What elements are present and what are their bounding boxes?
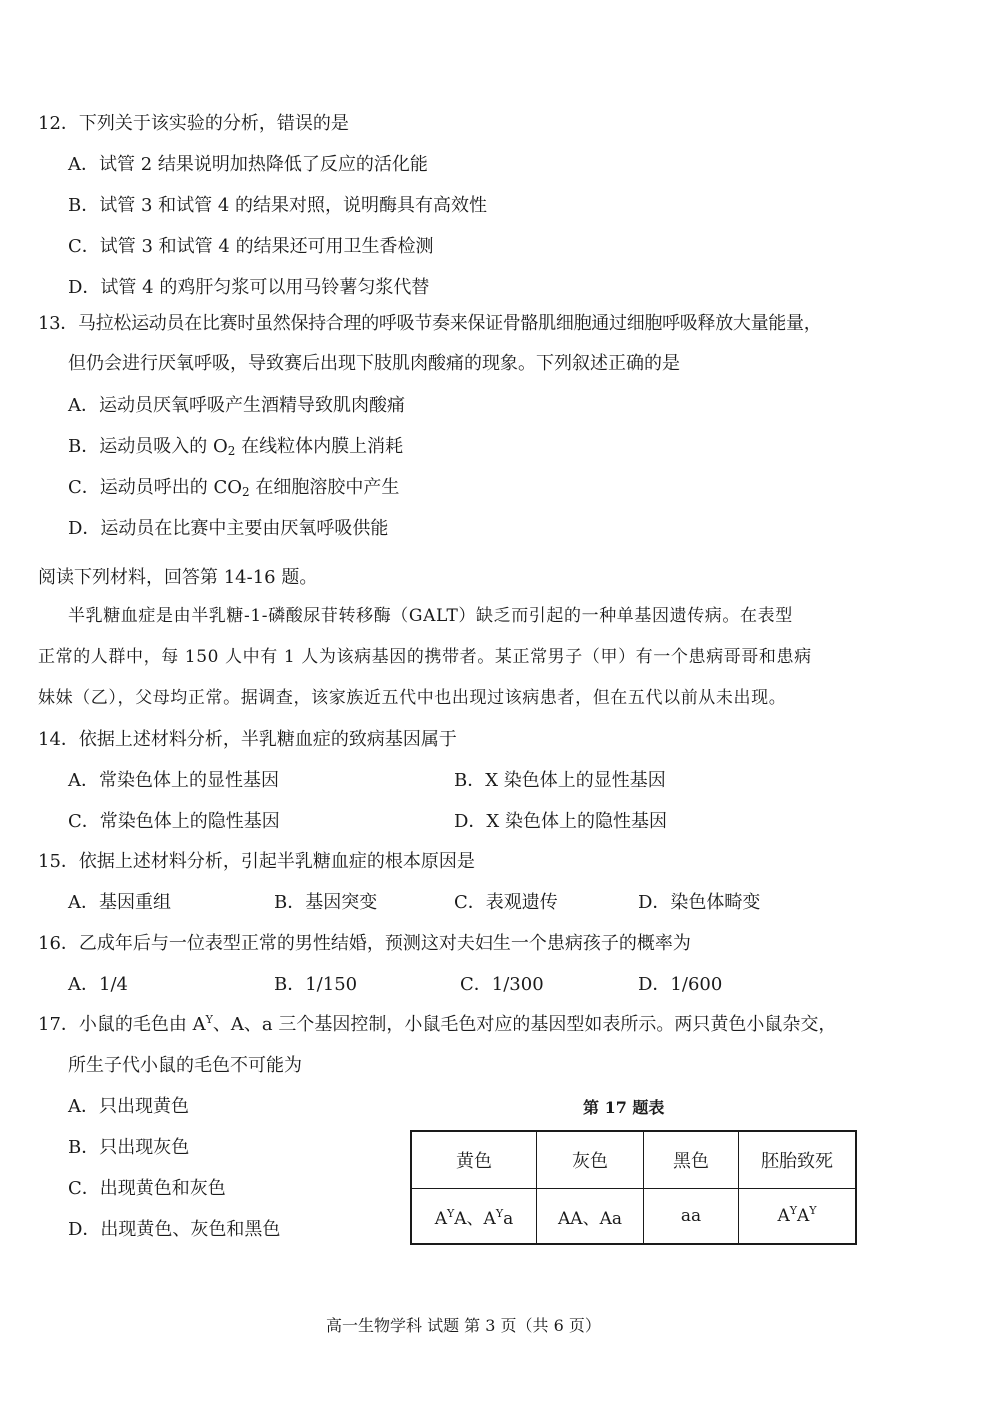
lethal-part1: A [777,1206,790,1226]
reading-line1: 半乳糖血症是由半乳糖-1-磷酸尿苷转移酶（GALT）缺乏而引起的一种单基因遗传病。在表型 [68,606,793,626]
q15-option-c: C．表观遗传 [454,892,558,913]
q17-stem-part2: 、A、a 三个基因控制，小鼠毛色对应的基因型如表所示。两只黄色小鼠杂交， [212,1014,837,1035]
q13-stem-line2: 但仍会进行厌氧呼吸，导致赛后出现下肢肌肉酸痛的现象。下列叙述正确的是 [68,353,680,374]
header-lethal: 胚胎致死 [739,1131,857,1189]
q13-b-sub: 2 [227,444,236,458]
cell-lethal-genotype [739,1189,857,1245]
q14-option-a: A．常染色体上的显性基因 [68,770,279,791]
q13-option-a: A．运动员厌氧呼吸产生酒精导致肌肉酸痛 [68,395,405,416]
q15-option-b: B．基因突变 [274,892,378,913]
q14-stem: 14．依据上述材料分析，半乳糖血症的致病基因属于 [38,729,457,750]
q12-option-b: B．试管 3 和试管 4 的结果对照，说明酶具有高效性 [68,195,488,216]
yellow-part3: a [503,1208,514,1229]
reading-intro: 阅读下列材料，回答第 14-16 题。 [38,567,318,588]
yellow-sup2: Y [495,1206,504,1220]
q16-option-c: C．1/300 [460,974,544,995]
header-yellow: 黄色 [411,1131,537,1189]
q13-c-pre: C．运动员呼出的 CO [68,477,243,498]
q17-stem-line1 [38,1013,836,1037]
q15-option-a: A．基因重组 [68,892,171,913]
q14-option-b: B．X 染色体上的显性基因 [454,770,666,791]
q12-option-a: A．试管 2 结果说明加热降低了反应的活化能 [68,154,428,175]
q16-stem: 16．乙成年后与一位表型正常的男性结婚，预测这对夫妇生一个患病孩子的概率为 [38,933,691,954]
q17-stem-part1: 17．小鼠的毛色由 A [38,1014,206,1035]
q13-c-post: 在细胞溶胶中产生 [249,477,400,498]
genotype-table [410,1130,857,1245]
q12-option-d: D．试管 4 的鸡肝匀浆可以用马铃薯匀浆代替 [68,277,430,298]
q13-stem-line1: 13．马拉松运动员在比赛时虽然保持合理的呼吸节奏来保证骨骼肌细胞通过细胞呼吸释放大量能量， [38,313,822,334]
q15-stem: 15．依据上述材料分析，引起半乳糖血症的根本原因是 [38,851,475,872]
yellow-part2: A、A [454,1208,496,1229]
q17-option-b: B．只出现灰色 [68,1137,190,1158]
q16-option-a: A．1/4 [68,974,128,995]
q13-option-c [68,476,399,500]
table-header-row [411,1131,856,1189]
cell-yellow-genotype [411,1189,537,1245]
q12-option-c: C．试管 3 和试管 4 的结果还可用卫生香检测 [68,236,434,257]
q13-option-b [68,435,403,459]
q17-option-d: D．出现黄色、灰色和黑色 [68,1219,281,1240]
page-footer: 高一生物学科 试题 第 3 页（共 6 页） [326,1316,601,1335]
yellow-part1: A [434,1208,448,1229]
q16-option-b: B．1/150 [274,974,358,995]
q16-option-d: D．1/600 [638,974,723,995]
cell-black-genotype: aa [644,1189,739,1245]
q15-option-d: D．染色体畸变 [638,892,761,913]
q13-c-sub: 2 [242,485,250,499]
q17-sup-y: Y [205,1013,213,1026]
q13-b-pre: B．运动员吸入的 O [68,436,228,457]
lethal-part2: A [797,1206,810,1226]
q17-option-a: A．只出现黄色 [68,1096,189,1117]
reading-line2: 正常的人群中，每 150 人中有 1 人为该病基因的携带者。某正常男子（甲）有一个患病哥哥和患病 [38,647,812,667]
q14-option-c: C．常染色体上的隐性基因 [68,811,280,832]
q17-stem-line2: 所生子代小鼠的毛色不可能为 [68,1055,302,1076]
q17-option-c: C．出现黄色和灰色 [68,1178,226,1199]
q14-option-d: D．X 染色体上的隐性基因 [454,811,667,832]
header-black: 黑色 [644,1131,739,1189]
lethal-sup1: Y [789,1204,797,1217]
q12-stem: 12．下列关于该实验的分析，错误的是 [38,113,349,134]
lethal-sup2: Y [809,1204,817,1217]
q13-b-post: 在线粒体内膜上消耗 [235,436,404,457]
cell-grey-genotype: AA、Aa [537,1189,644,1245]
reading-line3: 妹妹（乙），父母均正常。据调查，该家族近五代中也出现过该病患者，但在五代以前从未出现。 [38,688,787,708]
yellow-sup1: Y [447,1206,455,1220]
header-grey: 灰色 [537,1131,644,1189]
table-genotype-row [411,1189,856,1245]
table-caption: 第 17 题表 [583,1098,665,1117]
q13-option-d: D．运动员在比赛中主要由厌氧呼吸供能 [68,518,389,539]
